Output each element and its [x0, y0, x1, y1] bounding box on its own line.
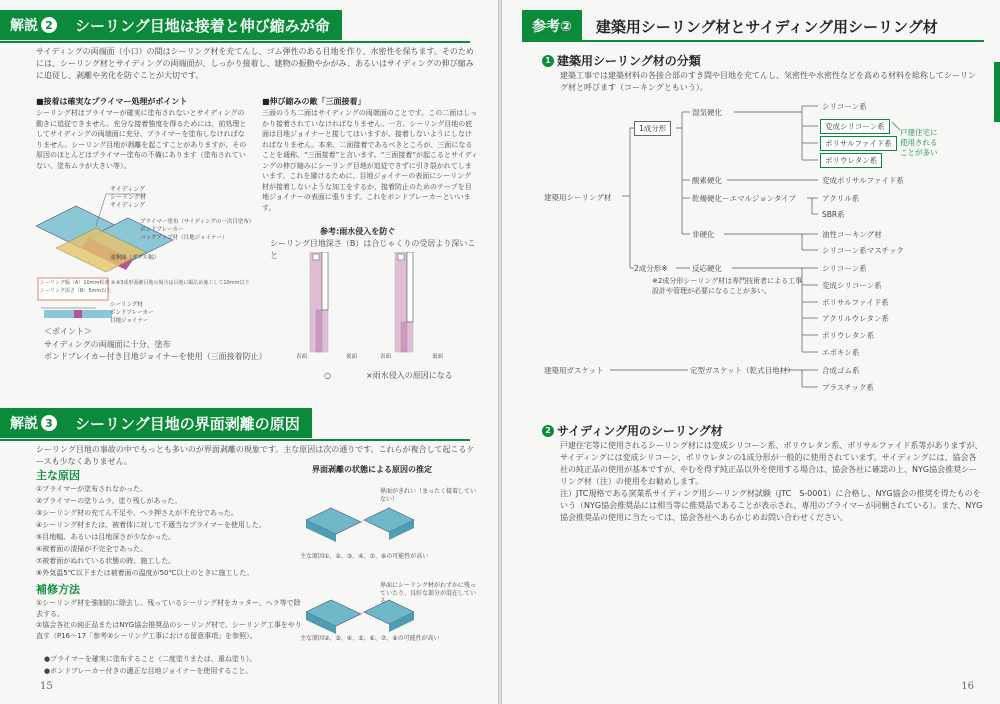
primer-heading: ■接着は確実なプライマー処理がポイント	[36, 97, 188, 106]
subsection-1-heading: 1 建築用シーリング材の分類	[542, 52, 701, 69]
gasket-type: 定型ガスケット（乾式目地材）	[690, 366, 795, 375]
fig1-label-1: シーリング材	[110, 194, 146, 201]
fig1-note-1: シーリング幅（A）10mm程度 ※	[40, 280, 116, 286]
subsection-2-body: 戸建住宅等に使用されるシーリング材には変成シリコーン系、ポリウレタン系、ポリサルファイド系等がありますが、サイディングには変成シリコーン、ポリウレタンの1成分形が一般的に使用されています。サイディングには、協会各社の純正品の使用が基本ですが、やむを得ず純正品以外を使用する場合は、協会各社に確認の上、NYG協会推奨シーリング材（注）の使用をお勧めします。	[560, 441, 983, 486]
moist-item-0: シリコーン系	[822, 102, 867, 111]
cause-5: ⑤目地幅、あるいは目地深さが少なかった。	[36, 533, 176, 541]
react-item-2: ポリサルファイド系	[822, 298, 889, 307]
tree-moisture-cure: 湿気硬化	[692, 108, 722, 117]
cause-4: ④シーリング材または、被着体に対して不適当なプライマーを使用した。	[36, 521, 266, 529]
rain-ref-label-3: 裏面	[432, 354, 444, 360]
section-title: シーリング目地の界面剥離の原因	[63, 408, 312, 438]
subsection-2-note: 注）JTC規格である窯業系サイディング用シーリング材試験（JTC S-0001）に合格し、NYG協会の推奨を得たものをいう（NYG協会推奨品には相当等に推奨品であることが表示され、専用のプライマーが同梱されている）。また、NYG協会推奨品の使用に当たっては、協会各社へあらかじめお問い合わせください。	[560, 489, 983, 522]
peel-figure-title: 界面剥離の状態による原因の推定	[312, 465, 432, 474]
rain-reference-diagram	[290, 252, 450, 362]
three-face-text: 三面のうち二面はサイディングの両端面のことです。この二面はしっかり接着されていなければなりません。一方、シーリング目地の底面は目地ジョイナーと接してはいますが、接着しないようにしなければなりません。本来、二面接着であるべきところが、三面になることを通称、“三面接着”と言います。“三面接着”が起こるとサイディングの伸び縮みにシーリング目地が追従できずに引き裂かれてしまいます。これを避けるために、目地ジョイナーの表面にシーリング材が接着しないような加工をするか、接着防止のためのテープを目地ジョイナーの表面に張ります。これをボンドブレーカーといいます。	[262, 109, 478, 212]
tree-gasket-root: 建築用ガスケット	[544, 366, 604, 375]
dry-item-1: SBR系	[822, 210, 845, 219]
tree-reaction-cure: 反応硬化	[692, 264, 722, 273]
react-item-4: ポリウレタン系	[822, 331, 875, 340]
cause-3: ③シーリング材の充てん不足や、へラ押さえが不充分であった。	[36, 509, 238, 517]
peel-state-a-cause: 主な原因①、②、③、④、⑦、⑧の可能性が高い	[300, 553, 429, 560]
subsection-1-intro: 建築工事では建築材料の各接合部のすき間や目地を充てんし、気密性や水密性などを高める材料を総称してシーリング材と呼びます（コーキングともいう）。	[560, 71, 976, 92]
page-number: 15	[40, 681, 53, 692]
nondry-item-1: シリコーン系マスチック	[822, 246, 904, 255]
gasket-item-1: プラスチック系	[822, 383, 874, 392]
tree-root: 建築用シーリング材	[544, 193, 612, 202]
moist-item-1: 変成シリコーン系	[820, 119, 890, 134]
section-3-intro: シーリング目地の事故の中でもっとも多いのが界面剥離の現象です。主な原因は次の通りです。これらが複合して起こるケースも少なくありません。	[36, 445, 475, 466]
cause-1: ①プライマーが塗布されなかった。	[36, 485, 148, 493]
fig1-note-2: シーリング深さ（B）5mm以上	[40, 288, 112, 294]
green-note: 戸建住宅に 使用される ことが多い	[900, 128, 938, 157]
fig2-label-1: ボンドブレーカー	[110, 310, 154, 316]
fig1-label-5: バックアップ材（目地ジョイナー）	[140, 235, 228, 241]
right-page	[502, 0, 1000, 704]
fix-4: ●ボンドブレーカー付きの適正な目地ジョイナーを使用すること。	[44, 667, 253, 675]
moist-item-3: ポリウレタン系	[820, 153, 882, 168]
moist-item-2: ポリサルファイド系	[820, 136, 897, 151]
cause-2: ②プライマーの塗りムラ、塗り残しがあった。	[36, 497, 182, 505]
fig1-note-3: ※3成形張継目地の場合は目地に幅広め施工して10mm以下	[116, 280, 250, 286]
peel-state-b-label: 界面にシーリング材がわずかに残っていたり、良好な部分が混在している	[380, 582, 477, 605]
fig1-label-6: 通胴縁（ダブル幅）	[110, 255, 160, 261]
fig2-label-0: シーリング材	[110, 302, 143, 308]
react-item-0: シリコーン系	[822, 264, 867, 273]
section-2-header	[0, 10, 470, 40]
three-face-heading: ■伸び縮みの敵「三面接着」	[262, 97, 366, 106]
peel-state-a-label: 界面がきれい（まったく接着していない）	[380, 488, 477, 503]
left-page	[0, 0, 498, 704]
point-text-1: サイディングの両端面に十分、塗布	[44, 340, 171, 349]
peel-state-b-cause: 主な原因②、③、④、⑤、⑥、⑦、⑧の可能性が高い	[300, 635, 440, 642]
section-tag: 解説 2	[0, 10, 63, 40]
rain-ref-label-2: 表面	[380, 354, 392, 360]
fig1-label-0: サイディング	[110, 186, 145, 193]
point-text-2: ボンドブレイカー付き目地ジョイナーを使用（三面接着防止）	[44, 352, 267, 361]
fix-heading: 補修方法	[36, 583, 80, 596]
section-2-intro: サイディングの両端面（小口）の間はシーリング材を充てんし、ゴム弾性のある目地を作り、水密性を保ちます。そのためには、シーリング材とサイディングの両端面が、しっかり接着し、建物の振動やかがみ、あるいはサイディングの伸び縮みに追従し、剥離や劣化を防ぐことが大切です。	[36, 47, 474, 80]
rain-ref-ok: ○	[324, 371, 331, 380]
fig1-label-4: ボンドブレーカー	[140, 227, 184, 233]
tree-two-component: 2成分形※	[634, 264, 668, 273]
reference-header	[522, 10, 938, 42]
header-rule	[522, 40, 984, 42]
rain-ref-text: シーリング目地深さ（B）は合じゃくりの受居より深いこと	[270, 239, 476, 260]
dry-item-0: アクリル系	[822, 194, 860, 203]
reference-title: 建築用シーリング材とサイディング用シーリング材	[595, 17, 938, 36]
rain-ref-label-1: 裏面	[346, 354, 358, 360]
causes-heading: 主な原因	[36, 469, 80, 482]
subsection-2-heading: 2 サイディング用のシーリング材	[542, 422, 723, 439]
two-component-note: ※2成分形シーリング材は専門技術者による工事設計や管理が必要になることが多い。	[652, 277, 803, 295]
react-item-3: アクリルウレタン系	[822, 314, 889, 323]
primer-text: シーリング材はプライマーが確実に塗布されないとサイディングの動きに追従できません。充分な接着強度を得るためには、前処理としてサイディングの両端面に充分、プライマーを塗布しなければなりません。シーリング目地が剥離を起こすことがありますが、その原因のほとんどはプライマー塗布の不備にあります（塗布されていない、塗布ムラが大きい等）。	[36, 109, 247, 170]
oxygen-item: 変成ポリサルファイド系	[822, 176, 904, 185]
fix-1: ①シーリング材を強制的に除去し、残っているシーリング材をカッター、ヘラ等で除去する。	[36, 599, 301, 618]
react-item-5: エポキシ系	[822, 348, 860, 357]
cause-6: ⑥被着面の清掃が不完全であった。	[36, 545, 148, 553]
fig1-label-2: サイディング	[110, 202, 145, 209]
fig1-label-3: プライマー塗布（サイディングの一次目塗布）	[140, 219, 255, 225]
react-item-1: 変成シリコーン系	[822, 281, 882, 290]
rain-ref-heading: 参考:雨水侵入を防ぐ	[320, 227, 396, 236]
point-heading: ＜ポイント＞	[44, 327, 92, 336]
fig2-label-2: 目地ジョイナー	[110, 318, 149, 324]
rain-ref-label-0: 表面	[296, 354, 308, 360]
cause-8: ⑧外気温5℃以下または被着面の温度が50℃以上のときに施工した。	[36, 569, 254, 577]
rain-ref-ng: ×雨水侵入の原因になる	[366, 371, 453, 380]
tree-one-component: 1成分形	[634, 121, 671, 136]
tree-dry-cure: 乾燥硬化ーエマルジョンタイプ	[692, 194, 796, 203]
nondry-item-0: 油性コーキング材	[822, 230, 882, 239]
tree-non-cure: 非硬化	[692, 230, 715, 239]
section-title: シーリング目地は接着と伸び縮みが命	[63, 10, 342, 40]
fix-3: ●プライマーを確実に塗布すること（二度塗りまたは、重ね塗り）。	[44, 655, 257, 663]
reference-tag: 参考②	[522, 10, 582, 42]
gasket-item-0: 合成ゴム系	[822, 366, 860, 375]
cause-7: ⑦被着面がぬれている状態の時、施工した。	[36, 557, 176, 565]
page-number: 16	[961, 681, 974, 692]
tree-oxygen-cure: 酸素硬化	[692, 176, 722, 185]
section-tag: 解説 3	[0, 408, 63, 438]
section-3-header	[0, 408, 470, 438]
fix-2: ②協会各社の純正品またはNYG協会推奨品のシーリング材で、シーリング工事をやり直す（P16～17「参考②シーリング工事における留意事項」を参照）。	[36, 621, 302, 640]
